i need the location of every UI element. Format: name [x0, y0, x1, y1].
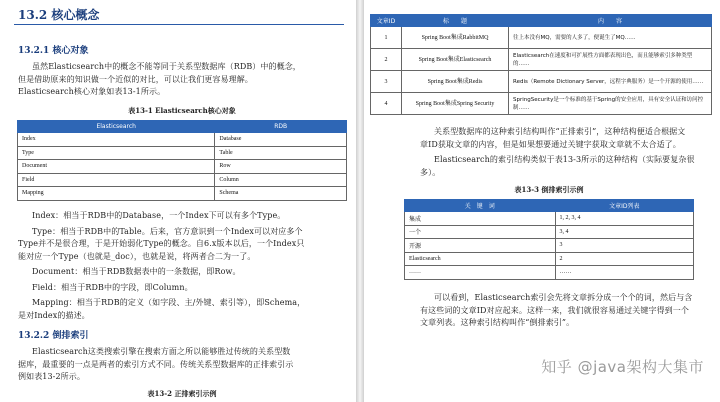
table-header-cell: 关 键 词: [405, 200, 556, 212]
table-header-row: [371, 15, 712, 27]
table-row: [405, 266, 694, 280]
table-header-row: [18, 121, 347, 133]
table-cell: ……: [405, 266, 556, 280]
core-objects-table: [17, 120, 347, 201]
table-header-row: [405, 200, 694, 212]
table-header-cell: 文章ID列表: [555, 200, 693, 212]
table-cell: Schema: [215, 187, 347, 201]
table-cell: Type: [18, 146, 215, 160]
paragraph-line: 例如表13-2所示。: [18, 372, 85, 381]
table-row: [18, 133, 347, 147]
definition-line: 能对应一个Type（也就是_doc），也就是说，将两者合二为一了。: [18, 251, 256, 261]
table-cell: Row: [215, 160, 347, 174]
inverted-index-table: [404, 199, 694, 280]
paragraph-line: Elasticsearch的索引结构类似于表13-3所示的这种结构（实际要复杂很: [434, 155, 695, 164]
table-row: [371, 93, 712, 115]
table-caption: 表13-2 正排索引示例: [147, 389, 217, 398]
table-caption: 表13-1 Elasticsearch核心对象: [128, 106, 236, 115]
definition-line: Index：相当于RDB中的Database，一个Index下可以有多个Type。: [32, 211, 286, 220]
table-cell: Elasticsearch: [405, 252, 556, 266]
table-cell: 1, 2, 3, 4: [555, 212, 693, 226]
inverted-index-explanation: [420, 292, 712, 330]
table-cell: 3, 4: [555, 225, 693, 239]
table-row: [405, 239, 694, 253]
table-cell: Table: [215, 146, 347, 160]
table-row: [18, 173, 347, 187]
table-cell: Column: [215, 173, 347, 187]
definition-line: Type：相当于RDB中的Table。后来，官方意识到一个Index可以对应多个: [32, 226, 303, 236]
table-cell: 3: [371, 71, 402, 93]
table-row: [18, 160, 347, 174]
paragraph-line: 章ID获取文章的内容，但是如果想要通过关键字获取文章就不太合适了。: [420, 139, 681, 149]
definition-line: Field：相当于RDB中的字段，即Column。: [32, 282, 193, 292]
inverted-index-paragraph: [18, 346, 348, 384]
paragraph-line: 虽然Elasticsearch中的概念不能等同于关系型数据库（RDB）中的概念，: [32, 62, 301, 71]
table-header-cell: 文章ID: [371, 15, 402, 27]
paragraph-line: Elasticsearch这类搜索引擎在搜索方面之所以能够胜过传统的关系型数: [32, 347, 291, 356]
table-cell: Document: [18, 160, 215, 174]
section-title: 13.2 核心概念: [18, 8, 100, 22]
definition-line: 是对Index的描述。: [18, 310, 90, 320]
table-cell: 集成: [405, 212, 556, 226]
definitions-block: [18, 210, 348, 322]
table-header-cell: RDB: [215, 121, 347, 133]
table-cell: Spring Boot集成Elasticsearch: [402, 49, 509, 71]
table-cell: 4: [371, 93, 402, 115]
table-row: [405, 225, 694, 239]
core-objects-paragraph: [18, 61, 346, 99]
table-row: [371, 71, 712, 93]
table-row: [405, 252, 694, 266]
table-row: [371, 49, 712, 71]
paragraph-line: 有这些词的文章ID对应起来。这样一来，我们就很容易通过关键字得到一个: [420, 305, 689, 315]
definition-line: Document：相当于RDB数据表中的一条数据，即Row。: [32, 267, 241, 276]
table-cell: Elasticsearch在速度和可扩展性方面都表现出色，而且能够索引多种类型的……: [509, 49, 712, 71]
table-cell: 2: [371, 49, 402, 71]
definition-line: Type并不是很合理，于是开始弱化Type的概念。自6.x版本以后，一个Index只: [18, 239, 305, 248]
table-cell: SpringSecurity是一个标准的基于Spring的安全应用，具有安全认证和访问控制……: [509, 93, 712, 115]
book-gutter: [356, 0, 364, 402]
table-cell: Field: [18, 173, 215, 187]
table-cell: 往上本没有MQ，需要的人多了，便诞生了MQ……: [509, 27, 712, 49]
table-cell: Index: [18, 133, 215, 147]
table-cell: Spring Boot集成Redis: [402, 71, 509, 93]
table-row: [18, 187, 347, 201]
paragraph-line: 关系型数据库的这种索引结构叫作“正排索引”，这种结构便适合根据文: [434, 127, 686, 136]
forward-index-paragraph: [420, 126, 710, 179]
forward-index-table: [370, 14, 712, 115]
table-header-cell: Elasticsearch: [18, 121, 215, 133]
paragraph-line: Elasticsearch核心对象如表13-1所示。: [18, 87, 166, 96]
right-page: [364, 0, 720, 402]
table-row: [371, 27, 712, 49]
table-cell: 开源: [405, 239, 556, 253]
subsection-title-inverted-index: 13.2.2 倒排索引: [18, 331, 89, 341]
left-page: [0, 0, 356, 402]
zhihu-watermark: 知乎 @java架构大集市: [541, 358, 704, 376]
table-cell: Spring Boot集成RabbitMQ: [402, 27, 509, 49]
table-row: [18, 146, 347, 160]
table-cell: 一个: [405, 225, 556, 239]
table-row: [405, 212, 694, 226]
subsection-title-core-objects: 13.2.1 核心对象: [18, 46, 89, 56]
paragraph-line: 可以看到，Elasticsearch索引会先将文章拆分成一个个的词，然后与含: [434, 293, 693, 302]
table-cell: 1: [371, 27, 402, 49]
table-cell: Spring Boot集成Spring Security: [402, 93, 509, 115]
paragraph-line: 但是借助原来的知识做一个近似的对比，可以让我们更容易理解。: [18, 74, 253, 84]
table-cell: ……: [555, 266, 693, 280]
definition-line: Mapping：相当于RDB的定义（如字段、主/外键、索引等），即Schema，: [32, 298, 306, 307]
table-cell: Database: [215, 133, 347, 147]
section-divider: [14, 24, 344, 25]
table-caption: 表13-3 倒排索引示例: [514, 185, 584, 194]
paragraph-line: 据库，最重要的一点是两者的索引方式不同。传统关系型数据库的正排索引示: [18, 359, 294, 369]
table-cell: 3: [555, 239, 693, 253]
table-cell: Redis（Remote Dictionary Server，远程字典服务）是一个开源的使用……: [509, 71, 712, 93]
table-cell: 2: [555, 252, 693, 266]
paragraph-line: 文章列表。这种索引结构叫作“倒排索引”。: [420, 318, 575, 327]
table-header-cell: 内 容: [509, 15, 712, 27]
paragraph-line: 多）。: [420, 167, 441, 177]
table-header-cell: 标 题: [402, 15, 509, 27]
table-cell: Mapping: [18, 187, 215, 201]
